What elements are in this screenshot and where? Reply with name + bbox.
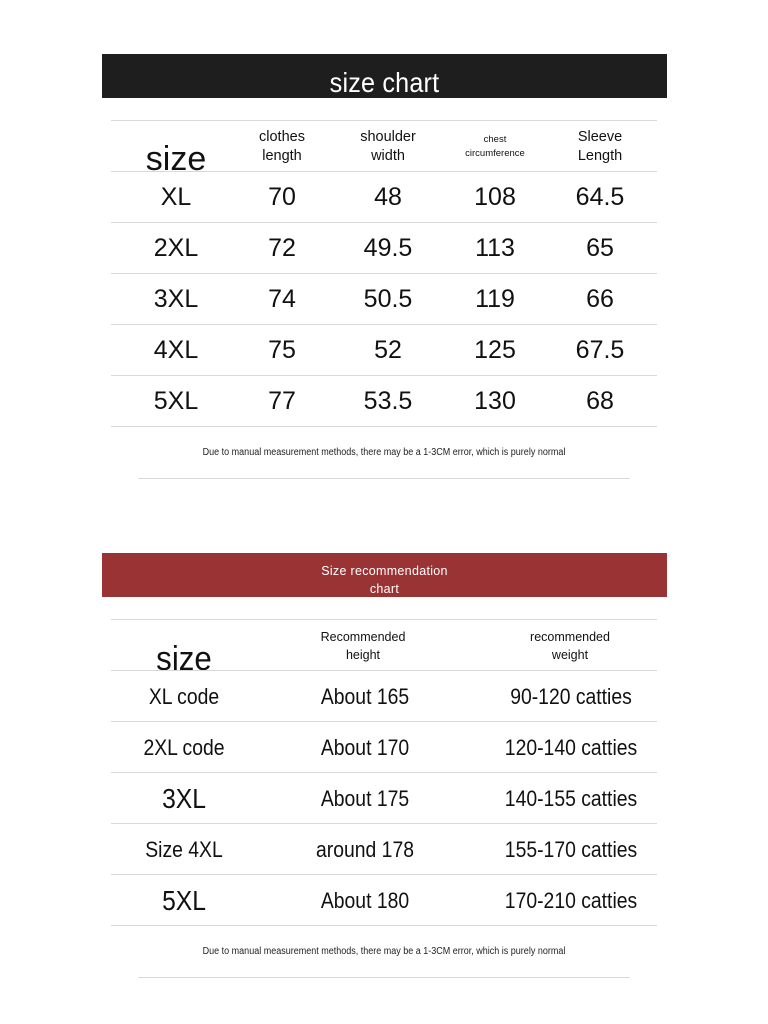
- height-cell: About 170: [320, 734, 410, 760]
- size-chart-title: size chart: [329, 67, 440, 98]
- size-cell: 4XL: [153, 336, 199, 364]
- measurement-note: Due to manual measurement methods, there may be a 1-3CM error, which is purely normal: [138, 427, 629, 479]
- height-cell: About 175: [320, 785, 410, 811]
- weight-cell: 120-140 catties: [504, 734, 638, 760]
- chest-cell: 113: [475, 234, 515, 262]
- table-row: [111, 721, 657, 772]
- measurement-note: Due to manual measurement methods, there may be a 1-3CM error, which is purely normal: [138, 926, 629, 978]
- chest-cell: 125: [474, 336, 516, 364]
- size-chart-table: [111, 120, 657, 477]
- header-clothes-length: clothes length: [259, 128, 305, 164]
- size-cell: 3XL: [153, 285, 199, 313]
- chest-cell: 130: [474, 387, 516, 415]
- header-recommended-height: Recommended height: [320, 629, 406, 662]
- header-sleeve-length: Sleeve Length: [577, 128, 623, 164]
- header-size: size: [145, 140, 207, 178]
- table-row: [111, 375, 657, 426]
- header-recommended-weight: recommended weight: [530, 629, 610, 662]
- sleeve-cell: 66: [586, 285, 614, 313]
- table-row: [111, 171, 657, 222]
- recommendation-header-row: [111, 619, 657, 678]
- table-row: [111, 670, 657, 721]
- chest-cell: 108: [474, 183, 516, 211]
- size-chart-header-row: [111, 120, 657, 178]
- sleeve-cell: 67.5: [575, 336, 625, 364]
- weight-cell: 170-210 catties: [504, 887, 638, 913]
- table-row: [111, 273, 657, 324]
- size-cell: 5XL: [162, 884, 206, 916]
- size-cell: XL code: [148, 683, 220, 709]
- height-cell: About 180: [320, 887, 410, 913]
- size-cell: 2XL code: [143, 734, 225, 760]
- recommendation-chart-title: Size recommendation chart: [321, 564, 448, 596]
- header-chest-circumference: chest circumference: [465, 133, 525, 159]
- sleeve-cell: 64.5: [575, 183, 625, 211]
- table-row: [111, 823, 657, 874]
- height-cell: About 165: [320, 683, 410, 709]
- weight-cell: 155-170 catties: [504, 836, 638, 862]
- weight-cell: 140-155 catties: [504, 785, 638, 811]
- recommendation-chart-banner: [102, 553, 667, 597]
- size-cell: Size 4XL: [145, 836, 223, 862]
- size-cell: 5XL: [153, 387, 199, 415]
- size-cell: 3XL: [162, 782, 206, 814]
- length-cell: 75: [268, 336, 296, 364]
- size-cell: 2XL: [153, 234, 199, 262]
- shoulder-cell: 50.5: [363, 285, 413, 313]
- shoulder-cell: 48: [374, 183, 402, 211]
- size-cell: XL: [160, 183, 192, 211]
- note-row: [111, 426, 657, 477]
- sleeve-cell: 65: [586, 234, 614, 262]
- table-row: [111, 324, 657, 375]
- header-shoulder-width: shoulder width: [360, 128, 416, 164]
- length-cell: 74: [268, 285, 296, 313]
- size-chart-banner: [102, 54, 667, 98]
- shoulder-cell: 53.5: [363, 387, 413, 415]
- weight-cell: 90-120 catties: [510, 683, 632, 709]
- shoulder-cell: 52: [374, 336, 402, 364]
- table-row: [111, 222, 657, 273]
- table-row: [111, 874, 657, 925]
- table-row: [111, 772, 657, 823]
- length-cell: 77: [268, 387, 296, 415]
- height-cell: around 178: [316, 836, 414, 862]
- length-cell: 70: [268, 183, 296, 211]
- recommendation-chart-table: [111, 619, 657, 976]
- chest-cell: 119: [475, 285, 515, 313]
- shoulder-cell: 49.5: [363, 234, 413, 262]
- header-size: size: [156, 640, 212, 678]
- note-row: [111, 925, 657, 976]
- sleeve-cell: 68: [586, 387, 614, 415]
- length-cell: 72: [268, 234, 296, 262]
